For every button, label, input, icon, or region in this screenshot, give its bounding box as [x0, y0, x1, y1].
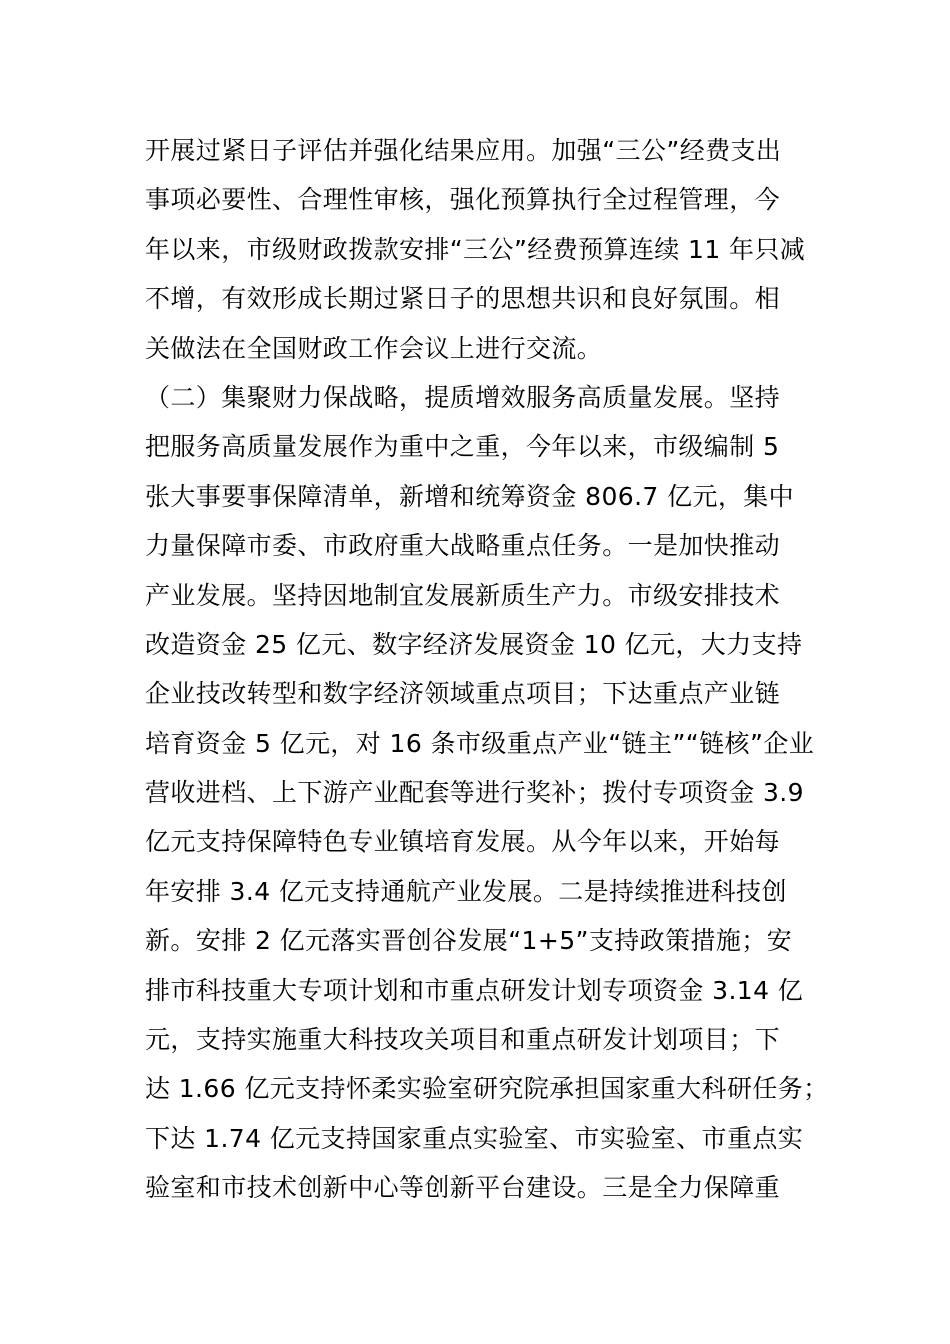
text-line: 达 1.66 亿元支持怀柔实验室研究院承担国家重大科研任务； — [145, 1074, 829, 1104]
text-line: 改造资金 25 亿元、数字经济发展资金 10 亿元，大力支持 — [145, 629, 803, 659]
text-line: 新。安排 2 亿元落实晋创谷发展“1+5”支持政策措施；安 — [145, 926, 793, 956]
text-line: 年以来，市级财政拨款安排“三公”经费预算连续 11 年只减 — [145, 234, 806, 264]
text-line: 开展过紧日子评估并强化结果应用。加强“三公”经费支出 — [145, 136, 782, 165]
text-line: 元，支持实施重大科技攻关项目和重点研发计划项目；下 — [145, 1025, 781, 1055]
text-line: 营收进档、上下游产业配套等进行奖补；拨付专项资金 3.9 — [145, 778, 804, 808]
text-line: 把服务高质量发展作为重中之重，今年以来，市级编制 5 — [145, 432, 780, 462]
text-line: 下达 1.74 亿元支持国家重点实验室、市实验室、市重点实 — [145, 1123, 804, 1153]
text-line: 年安排 3.4 亿元支持通航产业发展。二是持续推进科技创 — [145, 876, 787, 906]
section-heading-line: （二）集聚财力保战略，提质增效服务高质量发展。坚持 — [145, 382, 781, 412]
text-line: 不增，有效形成长期过紧日子的思想共识和良好氛围。相 — [145, 284, 781, 314]
body-text — [145, 126, 845, 1213]
text-line: 张大事要事保障清单，新增和统筹资金 806.7 亿元，集中 — [145, 481, 795, 511]
text-line: 产业发展。坚持因地制宜发展新质生产力。市级安排技术 — [145, 580, 781, 610]
text-line: 验室和市技术创新中心等创新平台建设。三是全力保障重 — [145, 1173, 781, 1203]
text-line: 力量保障市委、市政府重大战略重点任务。一是加快推动 — [145, 531, 781, 561]
text-line: 亿元支持保障特色专业镇培育发展。从今年以来，开始每 — [145, 827, 781, 857]
text-line: 排市科技重大专项计划和市重点研发计划专项资金 3.14 亿 — [145, 975, 804, 1005]
text-line: 企业技改转型和数字经济领域重点项目；下达重点产业链 — [145, 679, 781, 709]
text-line: 事项必要性、合理性审核，强化预算执行全过程管理，今 — [145, 185, 781, 215]
text-line: 培育资金 5 亿元，对 16 条市级重点产业“链主”“链核”企业 — [145, 728, 815, 758]
text-line: 关做法在全国财政工作会议上进行交流。 — [145, 333, 603, 363]
